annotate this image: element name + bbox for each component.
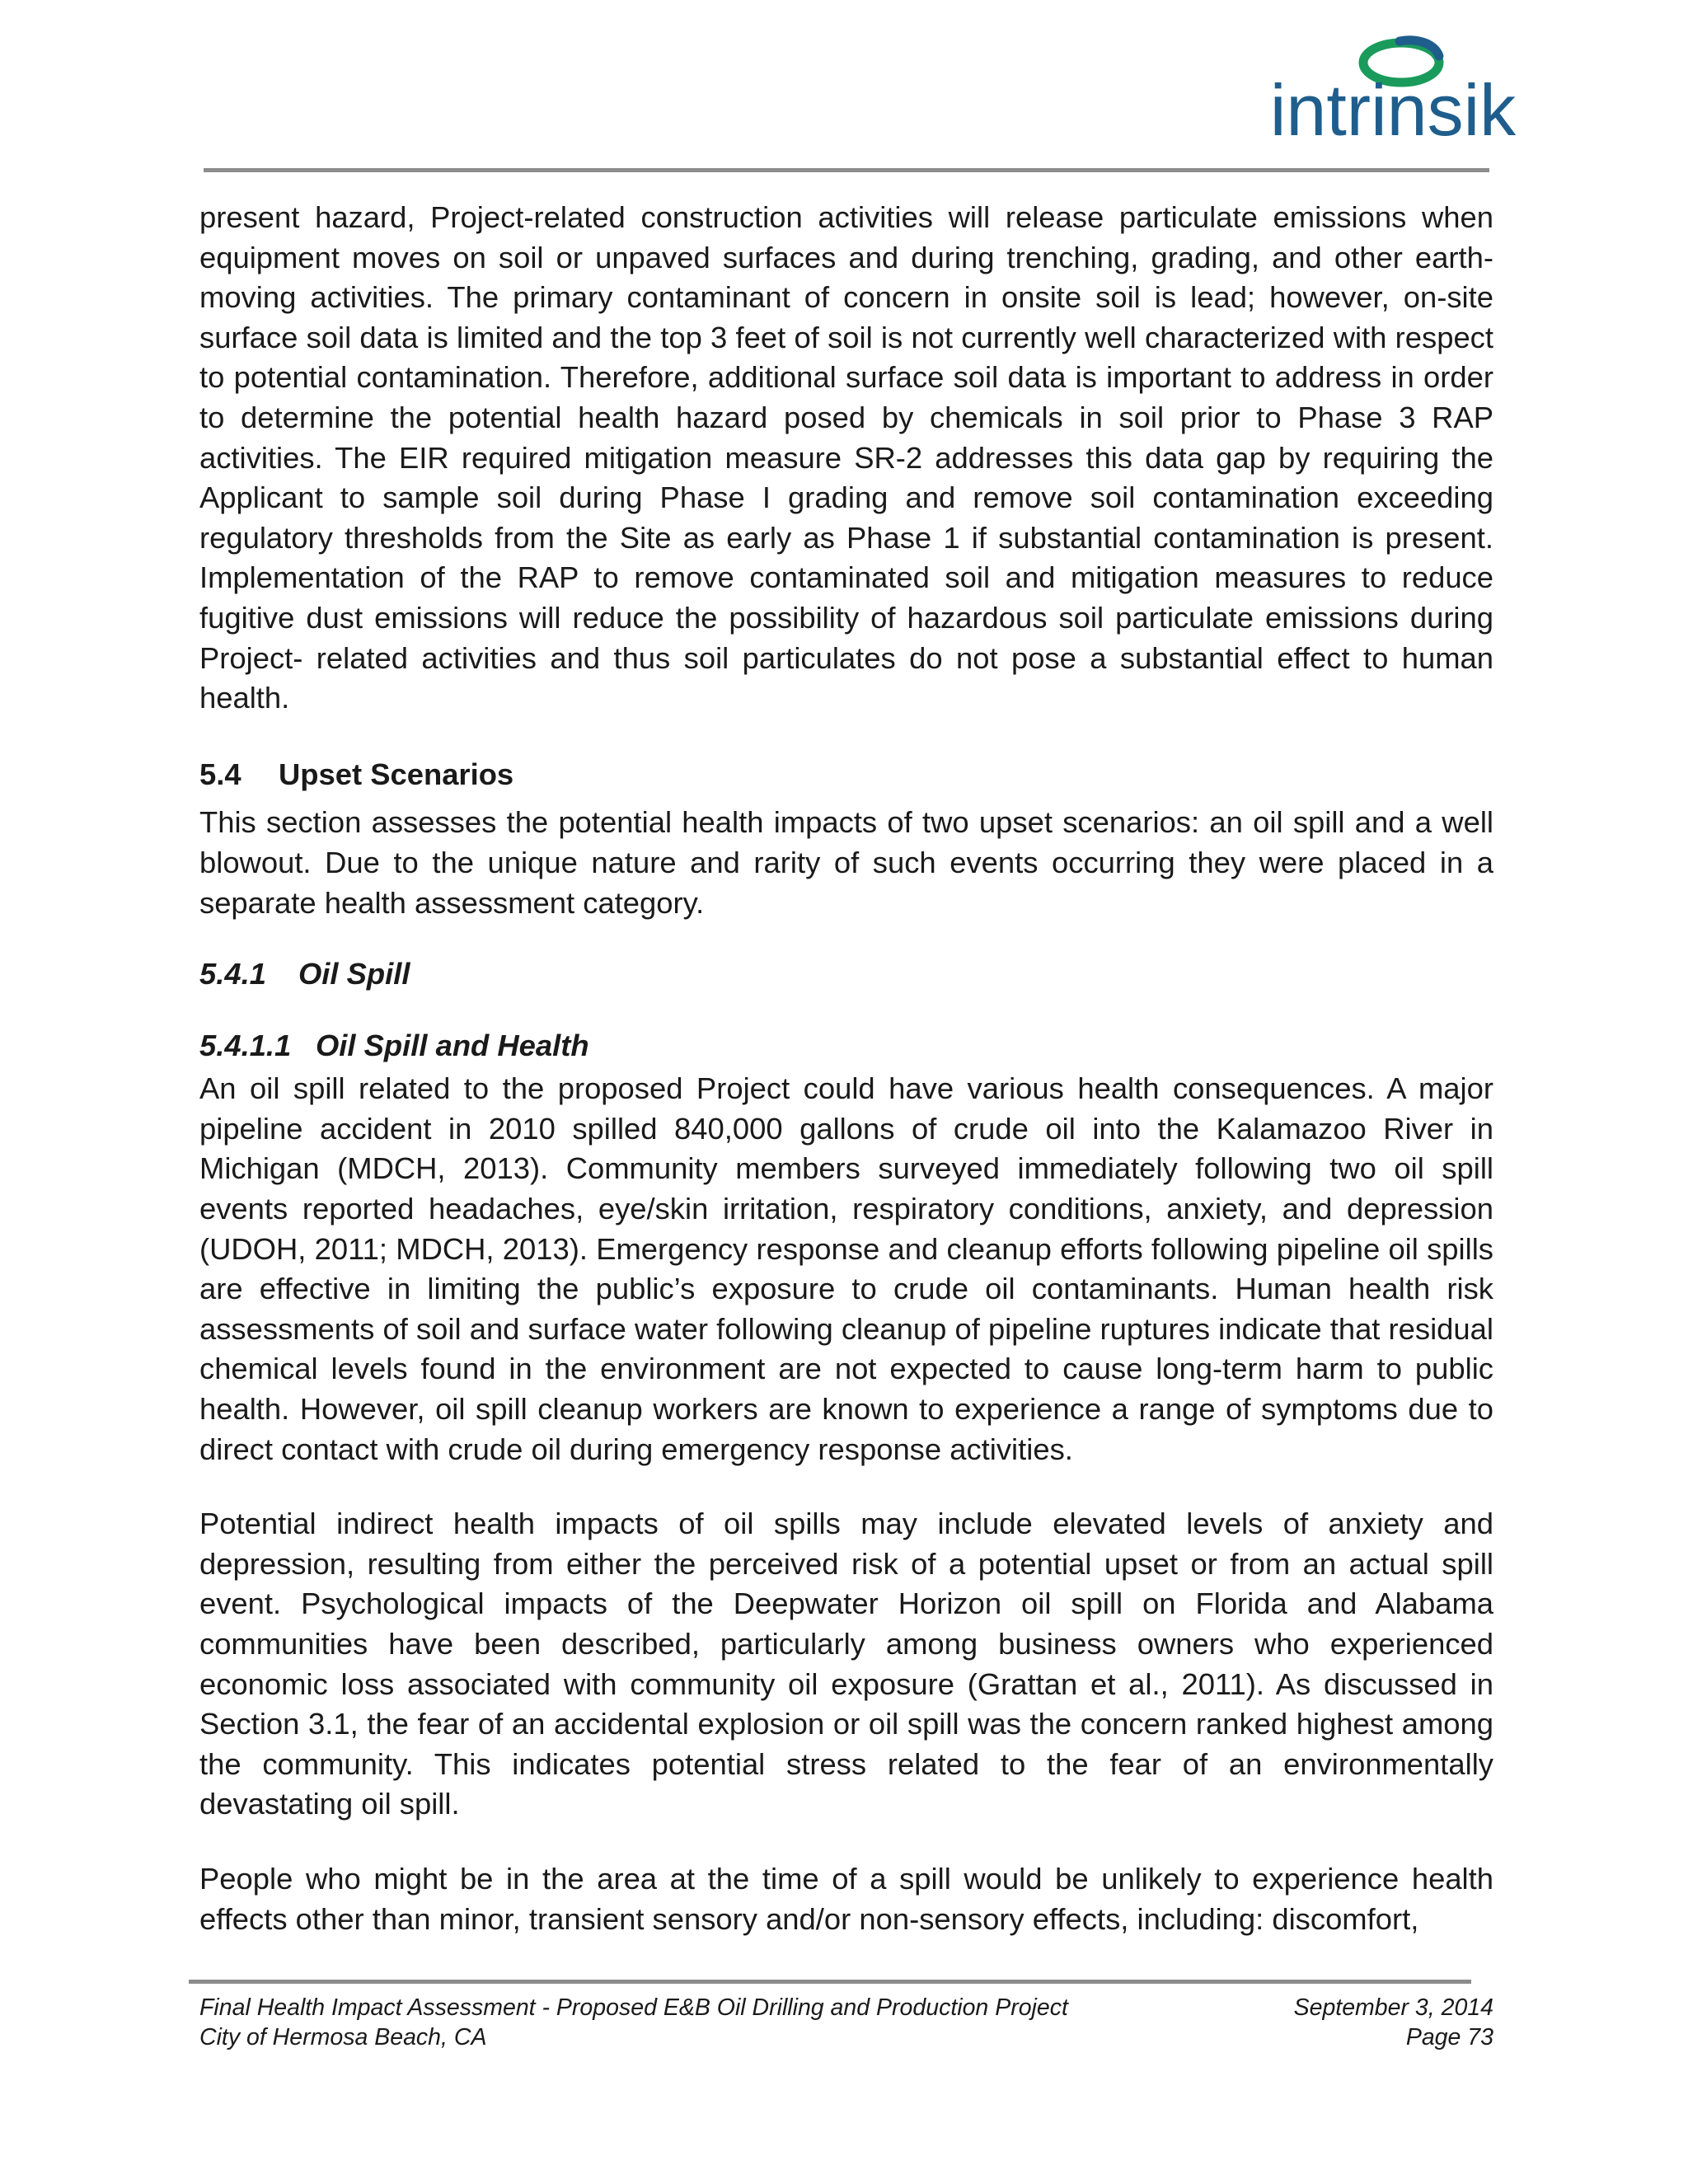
footer-date: September 3, 2014: [1293, 1994, 1493, 2021]
footer-doc-title: Final Health Impact Assessment - Proposed E&B Oil Drilling and Production Project: [199, 1994, 1068, 2021]
section-number: 5.4: [199, 757, 241, 791]
section-number: 5.4.1: [199, 957, 266, 991]
section-heading-5-4: [199, 755, 1493, 795]
body-paragraph: People who might be in the area at the time of a spill would be unlikely to experience health effects other than minor, transient sensory and/or non-sensory effects, including: discomfort,: [199, 1861, 1493, 1936]
section-number: 5.4.1.1: [199, 1028, 292, 1062]
section-title: Upset Scenarios: [279, 757, 514, 791]
section-heading-5-4-1: [199, 954, 1493, 995]
section-heading-5-4-1-1: [199, 1026, 1493, 1066]
footer-page-number: Page 73: [1405, 2024, 1493, 2050]
body-paragraph: Potential indirect health impacts of oil spills may include elevated levels of anxiety and depression, resulting from either the perceived risk of a potential upset or from an actual spill event. Psychological impacts of the Deepwater Horizon oil spill on Florida and Alabama communities have been described, particularly among business owners who experienced economic loss associated with community oil exposure (Grattan et al., 2011). As discussed in Section 3.1, the fear of an accidental explosion or oil spill was the concern ranked highest among the community. This indicates potential stress related to the fear of an environmentally devastating oil spill.: [199, 1507, 1493, 1821]
footer-divider: [189, 1980, 1471, 1984]
footer-location: City of Hermosa Beach, CA: [199, 2024, 487, 2050]
body-paragraph: An oil spill related to the proposed Project could have various health consequences. A major pipeline accident in 2010 spilled 840,000 gallons of crude oil into the Kalamazoo River in Michigan (MDCH, 2013). Community members surveyed immediately following two oil spill events reported headaches, eye/skin irritation, respiratory conditions, anxiety, and depression (UDOH, 2011; MDCH, 2013). Emergency response and cleanup efforts following pipeline oil spills are effective in limiting the public’s exposure to crude oil contaminants. Human health risk assessments of soil and surface water following cleanup of pipeline ruptures indicate that residual chemical levels found in the environment are not expected to cause long-term harm to public health. However, oil spill cleanup workers are known to experience a range of symptoms due to direct contact with crude oil during emergency response activities.: [199, 1071, 1493, 1466]
intrinsik-logo: [1269, 31, 1517, 151]
page-footer: [199, 1993, 1493, 2052]
logo-text: intrinsik: [1269, 69, 1517, 151]
section-title: Oil Spill and Health: [316, 1028, 589, 1062]
body-paragraph: This section assesses the potential health impacts of two upset scenarios: an oil spill and a well blowout. Due to the unique nature and rarity of such events occurring they were placed in a separate health assessment category.: [199, 805, 1493, 920]
main-content: [199, 198, 1493, 1939]
section-title: Oil Spill: [298, 957, 410, 991]
body-paragraph: present hazard, Project-related construction activities will release particulate emissions when equipment moves on soil or unpaved surfaces and during trenching, grading, and other earth-moving activities. The primary contaminant of concern in onsite soil is lead; however, on-site surface soil data is limited and the top 3 feet of soil is not currently well characterized with respect to potential contamination. Therefore, additional surface soil data is important to address in order to determine the potential health hazard posed by chemicals in soil prior to Phase 3 RAP activities. The EIR required mitigation measure SR-2 addresses this data gap by requiring the Applicant to sample soil during Phase I grading and remove soil contamination exceeding regulatory thresholds from the Site as early as Phase 1 if substantial contamination is present. Implementation of the RAP to remove contaminated soil and mitigation measures to reduce fugitive dust emissions will reduce the possibility of hazardous soil particulate emissions during Project- related activities and thus soil particulates do not pose a substantial effect to human health.: [199, 200, 1493, 715]
header-divider: [204, 168, 1489, 172]
